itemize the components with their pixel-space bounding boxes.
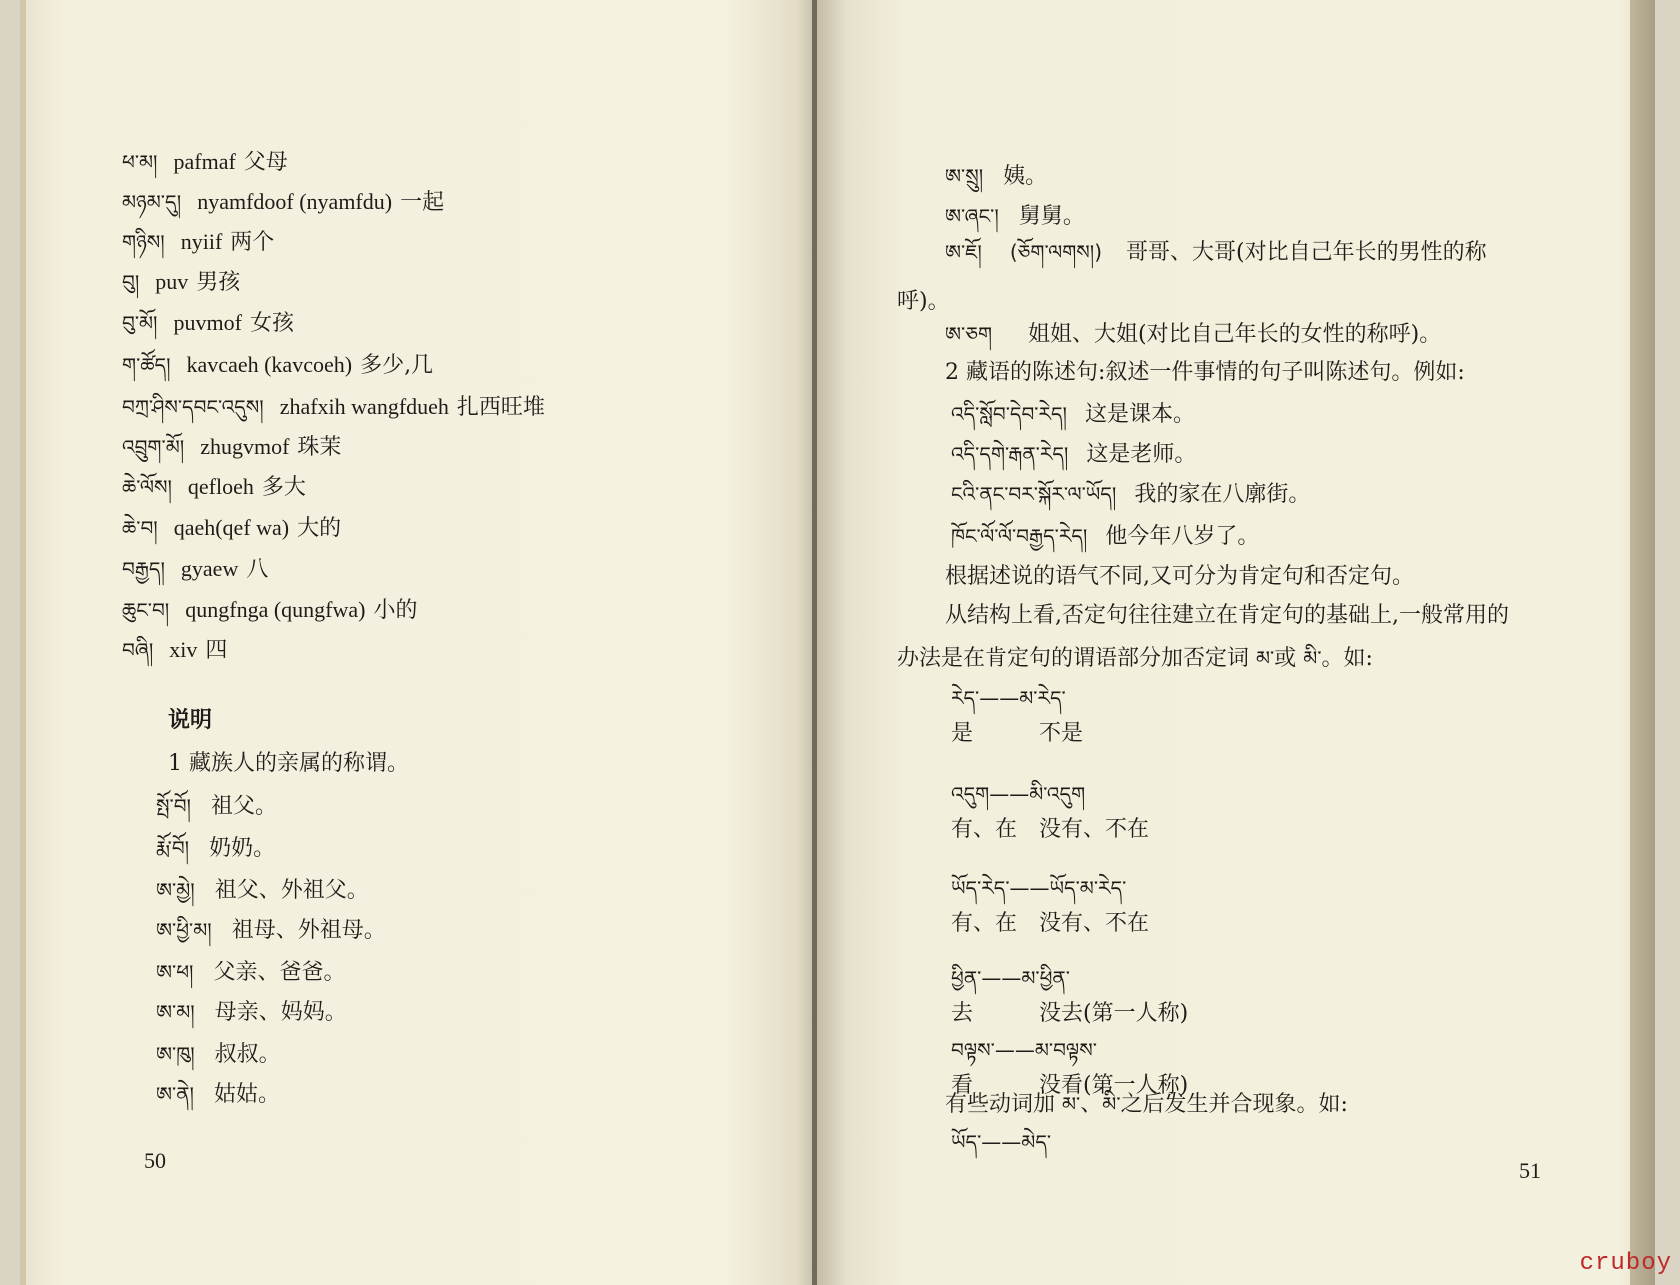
pair-tibetan: ཡོད་རེད་——ཡོད་མ་རེད་ [951,876,1127,900]
example-tibetan: འདི་སློབ་དེབ་རེད། [951,402,1067,426]
vocab-romanization: nyiif [180,229,223,254]
negation-ma: མ་ [1256,646,1275,670]
left-page [20,0,815,1285]
pair-tibetan: བལྟས་——མ་བལྟས་ [951,1038,1097,1062]
pair-tibetan: འདུག——མི་འདུག [951,782,1086,806]
pair-affirmative: 看 [951,1073,974,1098]
sister-tibetan: ཨ་ཅག [945,322,993,346]
kin-chinese: 父亲、爸爸。 [213,960,346,985]
kin-tibetan: ཨ་ཕྱི་མ། [156,918,212,942]
vocab-row [122,512,341,545]
para-3-ma: མ་ [1062,1092,1081,1116]
example-tibetan: ངའི་ནང་བར་སྐོར་ལ་ཡོད། [951,482,1117,506]
watermark: cruboy [1579,1250,1672,1277]
brother-tibetan: ཨ་ཇོ། [945,240,982,264]
pair-affirmative: 去 [951,1001,974,1026]
negation-mi: མི་ [1303,646,1322,670]
vocab-romanization: qaeh(qef wa) [173,515,290,540]
vocab-tibetan: བུ། [122,270,140,294]
kin-row [156,1078,280,1111]
kin-row [156,874,369,907]
example-row [951,520,1259,553]
or-word: 或 [1274,646,1297,671]
vocab-tibetan: གཉིས། [122,230,165,254]
pair-chinese [951,998,1188,1030]
pair-affirmative: 是 [951,721,974,746]
point-1: 1 藏族人的亲属的称谓。 [168,751,409,776]
para-2a: 从结构上看,否定句往往建立在肯定句的基础上,一般常用的 [945,603,1509,628]
vocab-romanization: puv [155,269,189,294]
vocab-tibetan: བུ་མོ། [122,311,158,335]
pair-tibetan: ཕྱིན་——མ་ཕྱིན་ [951,966,1070,990]
kin-chinese: 姨。 [1003,164,1048,189]
vocab-tibetan: བཞི། [122,638,154,662]
pair-negative: 没去(第一人称) [1039,1001,1189,1026]
vocab-row [122,431,341,464]
sister-chinese: 姐姐、大姐(对比自己年长的女性的称呼)。 [1028,322,1442,347]
vocab-chinese: 两个 [230,230,275,255]
brother-entry [945,236,1487,269]
brother-tibetan-paren: (ཅོག་ལགས།) [1009,240,1103,264]
example-tibetan: འདི་དགེ་རྒན་རེད། [951,442,1069,466]
kin-row [156,832,275,865]
vocab-row [122,634,227,667]
pair-affirmative: 有、在 [951,817,1018,842]
kin-tibetan: ཨ་མ། [156,1000,195,1024]
vocab-romanization: qungfnga (qungfwa) [185,597,366,622]
vocab-row [122,266,240,299]
pair-chinese [951,908,1149,940]
vocab-row [122,307,294,340]
vocab-tibetan: ཆུང་བ། [122,598,170,622]
vocab-chinese: 珠茉 [297,435,342,460]
kin-chinese: 母亲、妈妈。 [214,1000,347,1025]
vocab-row [122,594,418,627]
example-chinese: 这是课本。 [1084,402,1195,427]
kin-row [945,160,1047,193]
kin-chinese: 舅舅。 [1018,204,1085,229]
vocab-romanization: qefloeh [187,474,254,499]
last-example: ཡོད་——མེད་ [951,1130,1052,1154]
vocab-row [122,146,288,179]
vocab-romanization: xiv [169,637,198,662]
vocab-romanization: puvmof [173,310,242,335]
kin-row [156,790,277,823]
vocab-chinese: 八 [246,557,269,582]
vocab-chinese: 女孩 [249,311,294,336]
example-chinese: 这是老师。 [1086,442,1197,467]
vocab-chinese: 四 [205,638,228,663]
kin-chinese: 奶奶。 [209,836,276,861]
vocab-romanization: gyaew [180,556,239,581]
vocab-tibetan: ཕ་མ། [122,150,158,174]
vocab-romanization: nyamfdoof (nyamfdu) [197,189,393,214]
pair-tibetan: རེད་——མ་རེད་ [951,686,1066,710]
kin-chinese: 姑姑。 [214,1082,281,1107]
para-3-end: 之后发生并合现象。如: [1120,1092,1348,1117]
right-page [817,0,1655,1285]
vocab-chinese: 男孩 [196,270,241,295]
brother-chinese: 哥哥、大哥(对比自己年长的男性的称 [1126,240,1487,265]
para-2b-end: 。如: [1321,646,1373,671]
vocab-tibetan: ག་ཚོད། [122,353,171,377]
pair-negative: 不是 [1039,721,1084,746]
vocab-chinese: 多大 [261,475,306,500]
page-number-left: 50 [144,1148,166,1173]
pair-negative: 没有、不在 [1039,817,1150,842]
para-2b-text: 办法是在肯定句的谓语部分加否定词 [897,646,1250,671]
example-row [951,478,1310,511]
kin-row [945,200,1085,233]
sister-entry [945,318,1441,351]
kin-row [156,996,347,1029]
vocab-tibetan: མཉམ་དུ། [122,190,182,214]
vocab-row [122,471,306,504]
para-1: 根据述说的语气不同,又可分为肯定句和否定句。 [945,564,1414,589]
vocab-chinese: 父母 [243,150,288,175]
brother-chinese-cont: 呼)。 [897,289,950,314]
vocab-romanization: zhafxih wangfdueh [279,394,449,419]
vocab-romanization: pafmaf [173,149,236,174]
vocab-tibetan: འབྲུག་མོ། [122,435,185,459]
vocab-tibetan: ཆེ་ལོས། [122,475,172,499]
kin-tibetan: ཨ་ཞང་། [945,204,999,228]
kin-tibetan: རྨོ་བོ། [156,836,190,860]
vocab-chinese: 大的 [297,516,342,541]
para-2b [897,642,1373,675]
example-row [951,438,1196,471]
kin-tibetan: སྤོ་བོ། [156,794,191,818]
kin-chinese: 祖母、外祖母。 [231,918,386,943]
kin-tibetan: ཨ་ཕ། [156,960,194,984]
kin-chinese: 祖父、外祖父。 [214,878,369,903]
para-3-text: 有些动词加 [945,1092,1056,1117]
kin-row [156,914,386,947]
page-edge [1630,0,1655,1285]
vocab-chinese: 多少,几 [360,353,434,378]
example-chinese: 我的家在八廓街。 [1134,482,1311,507]
kin-tibetan: ཨ་སྲུ། [945,164,984,188]
vocab-tibetan: ཆེ་བ། [122,516,158,540]
example-row [951,398,1195,431]
vocab-row [122,553,268,586]
para-3 [945,1088,1348,1121]
point-2: 2 藏语的陈述句:叙述一件事情的句子叫陈述句。例如: [945,360,1465,385]
vocab-chinese: 一起 [400,190,445,215]
page-number-right: 51 [1519,1158,1541,1183]
kin-chinese: 祖父。 [210,794,277,819]
kin-row [156,1038,281,1071]
kin-tibetan: ཨ་མྱེ། [156,878,195,902]
kin-tibetan: ཨ་ནེ། [156,1082,194,1106]
vocab-tibetan: བརྒྱད། [122,557,165,581]
vocab-row [122,349,433,382]
vocab-romanization: kavcaeh (kavcoeh) [186,352,353,377]
kin-row [156,956,346,989]
kin-tibetan: ཨ་ཁུ། [156,1042,195,1066]
vocab-row [122,186,444,219]
vocab-romanization: zhugvmof [200,434,290,459]
vocab-row [122,391,545,424]
para-3-sep: 、 [1080,1092,1103,1117]
kin-chinese: 叔叔。 [214,1042,281,1067]
section-title: 说明 [168,707,213,733]
vocab-tibetan: བཀྲ་ཤིས་དབང་འདུས། [122,395,264,419]
pair-chinese [951,718,1083,750]
pair-affirmative: 有、在 [951,911,1018,936]
vocab-row [122,226,274,259]
example-chinese: 他今年八岁了。 [1105,524,1260,549]
vocab-chinese: 小的 [373,598,418,623]
pair-negative: 没看(第一人称) [1039,1073,1189,1098]
para-3-mi: མི་ [1102,1092,1121,1116]
pair-chinese [951,814,1149,846]
example-tibetan: ཁོང་ལོ་ལོ་བརྒྱད་རེད། [951,524,1088,548]
pair-negative: 没有、不在 [1039,911,1150,936]
vocab-chinese: 扎西旺堆 [456,395,545,420]
